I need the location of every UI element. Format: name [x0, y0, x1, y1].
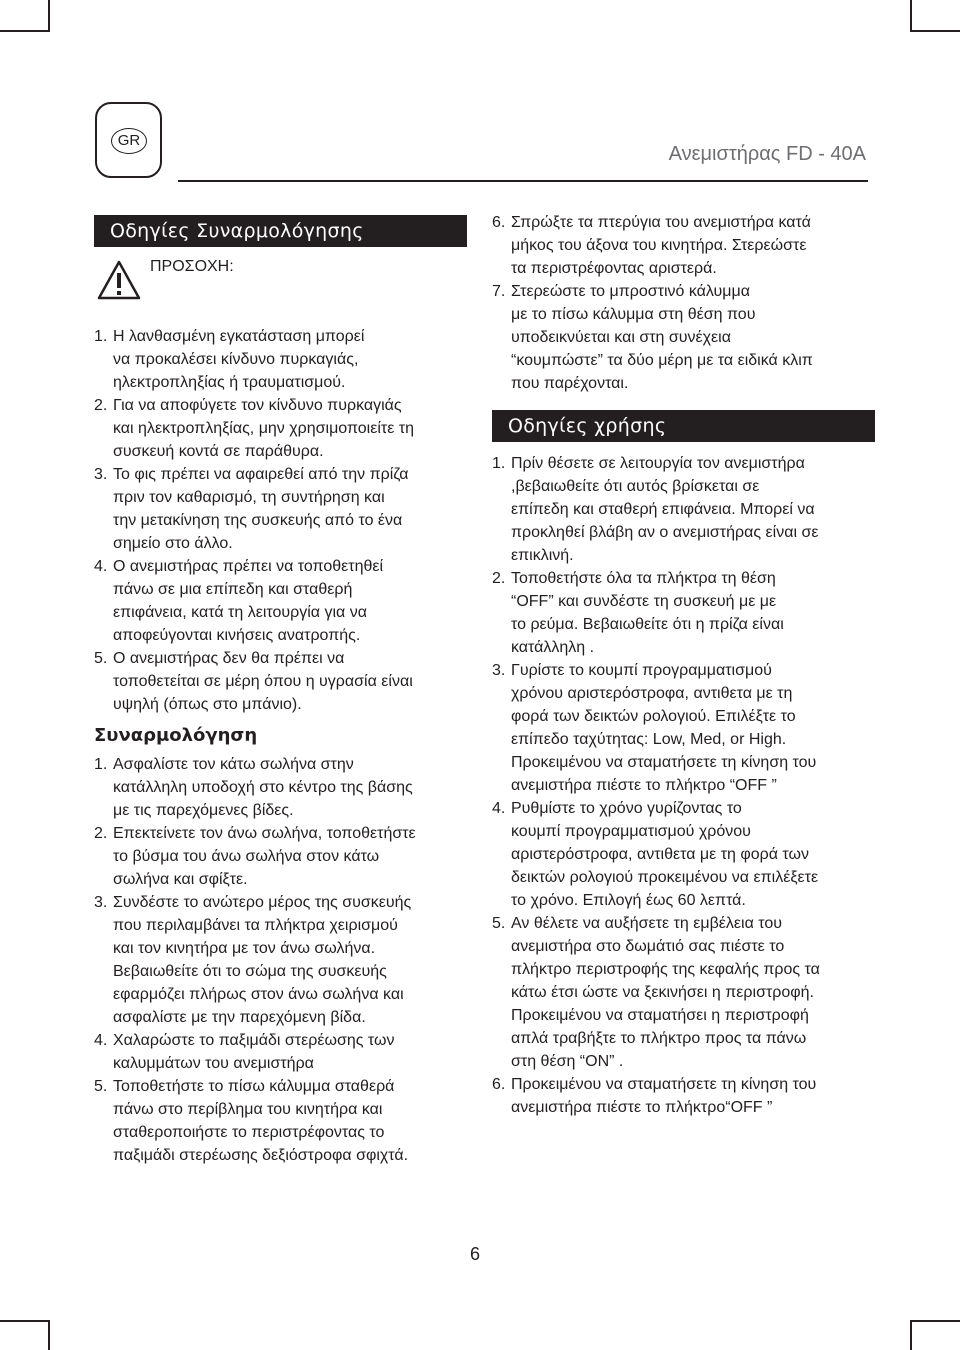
item-text-line: Συνδέστε το ανώτερο μέρος της συσκευής: [113, 894, 412, 911]
list-item: [94, 753, 472, 822]
item-text-line: ανεμιστήρα πιέστε το πλήκτρο “OFF ”: [511, 777, 777, 794]
item-text-line: Χαλαρώστε το παξιμάδι στερέωσης των: [113, 1032, 395, 1049]
crop-mark: [0, 30, 50, 32]
crop-mark: [910, 1320, 960, 1322]
item-text-line: επιφάνεια, κατά τη λειτουργία για να: [113, 604, 367, 621]
item-number: 3.: [492, 662, 506, 679]
item-text-line: με τις παρεχόμενες βίδες.: [113, 802, 294, 819]
item-text-line: μήκος του άξονα του κινητήρα. Στερεώστε: [511, 237, 807, 254]
item-number: 4.: [94, 1032, 108, 1049]
list-item: [492, 280, 872, 395]
assembly-heading: Οδηγίες Συναρμολόγησης: [94, 215, 467, 247]
item-text-line: Προκειμένου να σταματήσει η περιστροφή: [511, 1007, 809, 1024]
item-number: 4.: [492, 800, 506, 817]
item-number: 1.: [94, 756, 108, 773]
item-text-line: “κουμπώστε” τα δύο μέρη με τα ειδικά κλιπ: [511, 352, 813, 369]
item-text-line: Ρυθμίστε το χρόνο γυρίζοντας το: [511, 800, 742, 817]
item-text-line: προκληθεί βλάβη αν ο ανεμιστήρας είναι σε: [511, 524, 819, 541]
page-number: 6: [470, 1244, 481, 1264]
item-text-line: το ρεύμα. Βεβαιωθείτε ότι η πρίζα είναι: [511, 616, 784, 633]
item-text-line: να προκαλέσει κίνδυνο πυρκαγιάς,: [113, 351, 359, 368]
item-number: 3.: [94, 466, 108, 483]
item-text-line: απλά τραβήξτε το πλήκτρο προς τα πάνω: [511, 1030, 807, 1047]
item-text-line: συσκευή κοντά σε παράθυρα.: [113, 443, 324, 460]
warning-icon: [96, 259, 142, 301]
item-text-line: παξιμάδι στερέωσης δεξιόστροφα σφιχτά.: [113, 1147, 409, 1164]
item-number: 5.: [492, 915, 506, 932]
item-text-line: επίπεδη και σταθερή επιφάνεια. Μπορεί να: [511, 501, 815, 518]
item-text-line: Τοποθετήστε το πίσω κάλυμμα σταθερά: [113, 1078, 395, 1095]
item-text-line: σημείο στο άλλο.: [113, 535, 233, 552]
list-item: [492, 1073, 872, 1119]
item-text-line: ,βεβαιωθείτε ότι αυτός βρίσκεται σε: [511, 478, 760, 495]
list-item: [94, 463, 472, 555]
list-item: [492, 452, 872, 567]
list-item: [492, 912, 872, 1073]
item-text-line: στη θέση “ON” .: [511, 1053, 624, 1070]
item-number: 1.: [94, 328, 108, 345]
item-text-line: το χρόνο. Επιλογή έως 60 λεπτά.: [511, 892, 746, 909]
item-number: 2.: [94, 825, 108, 842]
assembly-subheading: Συναρμολόγηση: [94, 725, 258, 746]
item-text-line: “OFF” και συνδέστε τη συσκευή με με: [511, 593, 777, 610]
item-text-line: Βεβαιωθείτε ότι το σώμα της συσκευής: [113, 963, 387, 980]
list-item: [94, 647, 472, 716]
item-number: 1.: [492, 455, 506, 472]
assembly-step-list-continued: [492, 211, 872, 395]
item-text-line: που παρέχονται.: [511, 375, 629, 392]
assembly-step-list: [94, 753, 472, 1167]
item-text-line: Σπρώξτε τα πτερύγια του ανεμιστήρα κατά: [511, 214, 811, 231]
header-rule: [178, 180, 868, 182]
item-text-line: σωλήνα και σφίξτε.: [113, 871, 248, 888]
item-text-line: αποφεύγονται κινήσεις ανατροπής.: [113, 627, 361, 644]
item-text-line: Στερεώστε το μπροστινό κάλυμμα: [511, 283, 750, 300]
crop-mark: [910, 30, 960, 32]
item-text-line: κατάλληλη .: [511, 639, 595, 656]
item-number: 3.: [94, 894, 108, 911]
caution-label: ΠΡΟΣΟΧΗ:: [150, 258, 234, 275]
language-badge: [95, 102, 162, 178]
item-text-line: την μετακίνηση της συσκευής από το ένα: [113, 512, 403, 529]
item-text-line: Το φις πρέπει να αφαιρεθεί από την πρίζα: [113, 466, 409, 483]
item-text-line: και τον κινητήρα με τον άνω σωλήνα.: [113, 940, 376, 957]
item-text-line: Γυρίστε το κουμπί προγραμματισμού: [511, 662, 772, 679]
item-text-line: πάνω σε μια επίπεδη και σταθερή: [113, 581, 353, 598]
crop-mark: [0, 1320, 50, 1322]
item-text-line: που περιλαμβάνει τα πλήκτρα χειρισμού: [113, 917, 398, 934]
item-text-line: Για να αποφύγετε τον κίνδυνο πυρκαγιάς: [113, 397, 402, 414]
item-number: 2.: [94, 397, 108, 414]
item-text-line: επικλινή.: [511, 547, 574, 564]
item-text-line: Η λανθασμένη εγκατάσταση μπορεί: [113, 328, 365, 345]
item-text-line: ανεμιστήρα στο δωμάτιό σας πιέστε το: [511, 938, 785, 955]
item-text-line: ασφαλίστε με την παρεχόμενη βίδα.: [113, 1009, 366, 1026]
item-text-line: Τοποθετήστε όλα τα πλήκτρα τη θέση: [511, 570, 776, 587]
list-item: [94, 1075, 472, 1167]
item-number: 5.: [94, 650, 108, 667]
item-text-line: κουμπί προγραμματισμού χρόνου: [511, 823, 751, 840]
item-number: 5.: [94, 1078, 108, 1095]
item-text-line: Ο ανεμιστήρας πρέπει να τοποθετηθεί: [113, 558, 384, 575]
item-text-line: με το πίσω κάλυμμα στη θέση που: [511, 306, 756, 323]
list-item: [94, 394, 472, 463]
item-text-line: Πρίν θέσετε σε λειτουργία τον ανεμιστήρα: [511, 455, 805, 472]
crop-mark: [48, 0, 50, 30]
item-text-line: σταθεροποιήστε το περιστρέφοντας το: [113, 1124, 385, 1141]
item-text-line: Αν θέλετε να αυξήσετε τη εμβέλεια του: [511, 915, 783, 932]
item-text-line: υψηλή (όπως στο μπάνιο).: [113, 696, 302, 713]
list-item: [94, 891, 472, 1029]
item-text-line: το βύσμα του άνω σωλήνα στον κάτω: [113, 848, 380, 865]
item-text-line: καλυμμάτων του ανεμιστήρα: [113, 1055, 314, 1072]
item-text-line: επίπεδο ταχύτητας: Low, Med, or High.: [511, 731, 787, 748]
item-text-line: χρόνου αριστερόστροφα, αντιθετα με τη: [511, 685, 793, 702]
item-text-line: και ηλεκτροπληξίας, μην χρησιμοποιείτε τη: [113, 420, 415, 437]
item-text-line: εφαρμόζει πλήρως στον άνω σωλήνα και: [113, 986, 404, 1003]
item-text-line: τα περιστρέφοντας αριστερά.: [511, 260, 717, 277]
item-number: 7.: [492, 283, 506, 300]
item-text-line: κάτω έτσι ώστε να ξεκινήσει η περιστροφή.: [511, 984, 814, 1001]
item-text-line: πλήκτρο περιστροφής της κεφαλής προς τα: [511, 961, 820, 978]
item-text-line: ανεμιστήρα πιέστε το πλήκτρο“OFF ”: [511, 1099, 773, 1116]
item-text-line: Προκειμένου να σταματήσετε τη κίνηση του: [511, 1076, 817, 1093]
list-item: [94, 325, 472, 394]
item-text-line: πριν τον καθαρισμό, τη συντήρηση και: [113, 489, 385, 506]
item-text-line: Ο ανεμιστήρας δεν θα πρέπει να: [113, 650, 345, 667]
language-code: GR: [111, 128, 147, 154]
document-title: Ανεμιστήρας FD - 40A: [668, 143, 866, 165]
caution-block: [94, 255, 472, 325]
list-item: [94, 555, 472, 647]
item-number: 4.: [94, 558, 108, 575]
item-number: 6.: [492, 1076, 506, 1093]
crop-mark: [910, 0, 912, 30]
item-text-line: πάνω στο περίβλημα του κινητήρα και: [113, 1101, 383, 1118]
item-text-line: Επεκτείνετε τον άνω σωλήνα, τοποθετήστε: [113, 825, 416, 842]
item-text-line: υποδεικνύεται και στη συνέχεια: [511, 329, 731, 346]
crop-mark: [48, 1320, 50, 1350]
item-number: 2.: [492, 570, 506, 587]
list-item: [94, 822, 472, 891]
item-text-line: τοποθετείται σε μέρη όπου η υγρασία είναι: [113, 673, 413, 690]
list-item: [492, 567, 872, 659]
item-text-line: δεικτών ρολογιού προκειμένου να επιλέξετε: [511, 869, 819, 886]
item-text-line: αριστερόστροφα, αντιθετα με τη φορά των: [511, 846, 810, 863]
item-number: 6.: [492, 214, 506, 231]
item-text-line: Ασφαλίστε τον κάτω σωλήνα στην: [113, 756, 354, 773]
usage-heading: Οδηγίες χρήσης: [492, 410, 875, 442]
list-item: [492, 211, 872, 280]
left-column: [94, 215, 472, 1167]
item-text-line: ηλεκτροπληξίας ή τραυματισμού.: [113, 374, 346, 391]
item-text-line: κατάλληλη υποδοχή στο κέντρο της βάσης: [113, 779, 413, 796]
item-text-line: Προκειμένου να σταματήσετε τη κίνηση του: [511, 754, 817, 771]
crop-mark: [910, 1320, 912, 1350]
warning-list: [94, 325, 472, 716]
item-text-line: φορά των δεικτών ρολογιού. Επιλέξτε το: [511, 708, 796, 725]
list-item: [492, 659, 872, 797]
right-column: [492, 211, 872, 1119]
list-item: [492, 797, 872, 912]
list-item: [94, 1029, 472, 1075]
usage-step-list: [492, 452, 872, 1119]
